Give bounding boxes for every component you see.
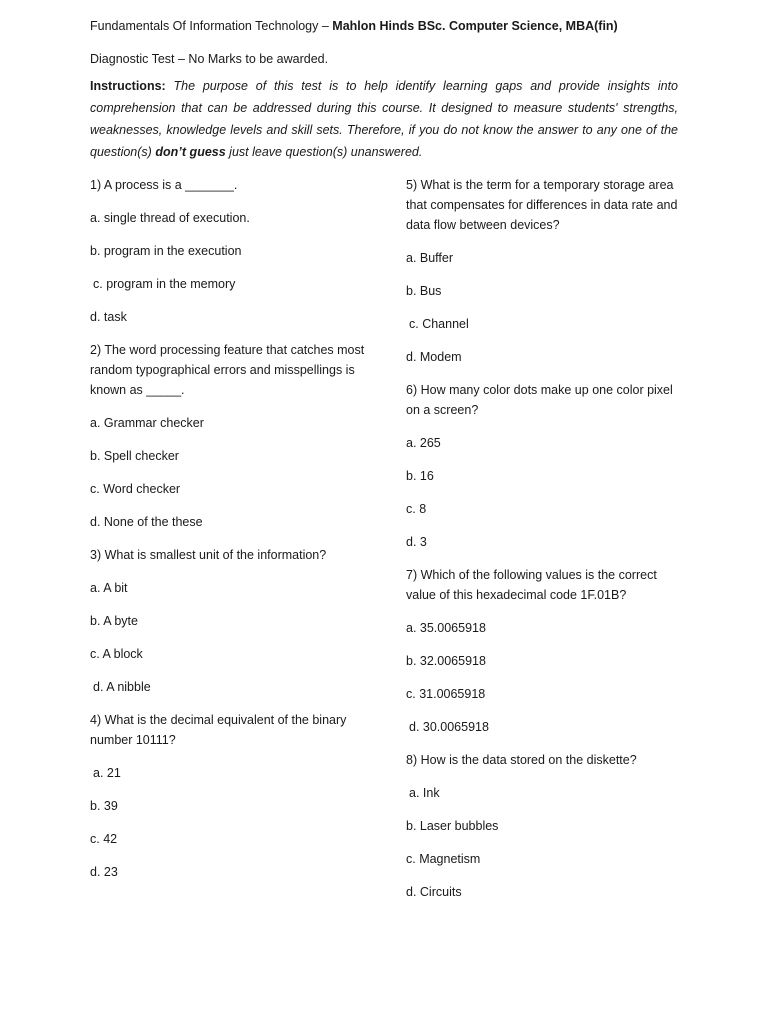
- question-8: 8) How is the data stored on the diskette?: [406, 753, 637, 767]
- q4-option-a: a. 21: [93, 766, 121, 780]
- instructions-label: Instructions:: [90, 79, 166, 93]
- instructions-paragraph: [90, 75, 678, 163]
- question-6: 6) How many color dots make up one color pixel on a screen?: [406, 383, 673, 417]
- document-header: [90, 17, 690, 35]
- q2-option-d: d. None of the these: [90, 515, 203, 529]
- course-title: Fundamentals Of Information Technology –: [90, 19, 333, 33]
- left-column: [90, 175, 370, 895]
- q5-option-c: c. Channel: [409, 317, 469, 331]
- q1-option-a: a. single thread of execution.: [90, 211, 250, 225]
- q3-option-a: a. A bit: [90, 581, 128, 595]
- question-4: 4) What is the decimal equivalent of the binary number 10111?: [90, 713, 347, 747]
- q6-option-b: b. 16: [406, 469, 434, 483]
- q2-option-a: a. Grammar checker: [90, 416, 204, 430]
- q8-option-c: c. Magnetism: [406, 852, 481, 866]
- q4-option-b: b. 39: [90, 799, 118, 813]
- q7-option-a: a. 35.0065918: [406, 621, 486, 635]
- q4-option-d: d. 23: [90, 865, 118, 879]
- q5-option-d: d. Modem: [406, 350, 462, 364]
- q4-option-c: c. 42: [90, 832, 118, 846]
- q2-option-b: b. Spell checker: [90, 449, 179, 463]
- q1-option-c: c. program in the memory: [93, 277, 236, 291]
- q5-option-a: a. Buffer: [406, 251, 454, 265]
- q7-option-c: c. 31.0065918: [406, 687, 486, 701]
- question-3: 3) What is smallest unit of the information?: [90, 548, 327, 562]
- q3-option-c: c. A block: [90, 647, 143, 661]
- q1-option-d: d. task: [90, 310, 127, 324]
- q8-option-b: b. Laser bubbles: [406, 819, 499, 833]
- q6-option-a: a. 265: [406, 436, 441, 450]
- q8-option-d: d. Circuits: [406, 885, 462, 899]
- q7-option-d: d. 30.0065918: [409, 720, 489, 734]
- question-1: 1) A process is a _______.: [90, 178, 238, 192]
- author-name: Mahlon Hinds BSc. Computer Science, MBA(fin): [332, 19, 618, 33]
- q6-option-d: d. 3: [406, 535, 427, 549]
- q3-option-d: d. A nibble: [93, 680, 151, 694]
- q3-option-b: b. A byte: [90, 614, 138, 628]
- q7-option-b: b. 32.0065918: [406, 654, 486, 668]
- question-5: 5) What is the term for a temporary storage area that compensates for differences in data rate and data flow between devices?: [406, 178, 678, 232]
- q6-option-c: c. 8: [406, 502, 427, 516]
- q2-option-c: c. Word checker: [90, 482, 181, 496]
- q8-option-a: a. Ink: [409, 786, 440, 800]
- q1-option-b: b. program in the execution: [90, 244, 242, 258]
- test-subtitle: Diagnostic Test – No Marks to be awarded.: [90, 52, 329, 66]
- instructions-text-2: just leave question(s) unanswered.: [225, 145, 423, 159]
- instructions-emphasis: don’t guess: [155, 145, 226, 159]
- instructions-text-1: The purpose of this test is to help identify learning gaps and provide insights into comprehension that can be addressed during this course. It designed to measure students' strengths, weaknesses, knowledge levels and skill sets. Therefore, if you do not know the answer to any one of the question(s): [90, 79, 678, 159]
- q5-option-b: b. Bus: [406, 284, 442, 298]
- right-column: [406, 175, 686, 915]
- question-2: 2) The word processing feature that catches most random typographical errors and misspellings is known as _____.: [90, 343, 365, 397]
- question-7: 7) Which of the following values is the correct value of this hexadecimal code 1F.01B?: [406, 568, 657, 602]
